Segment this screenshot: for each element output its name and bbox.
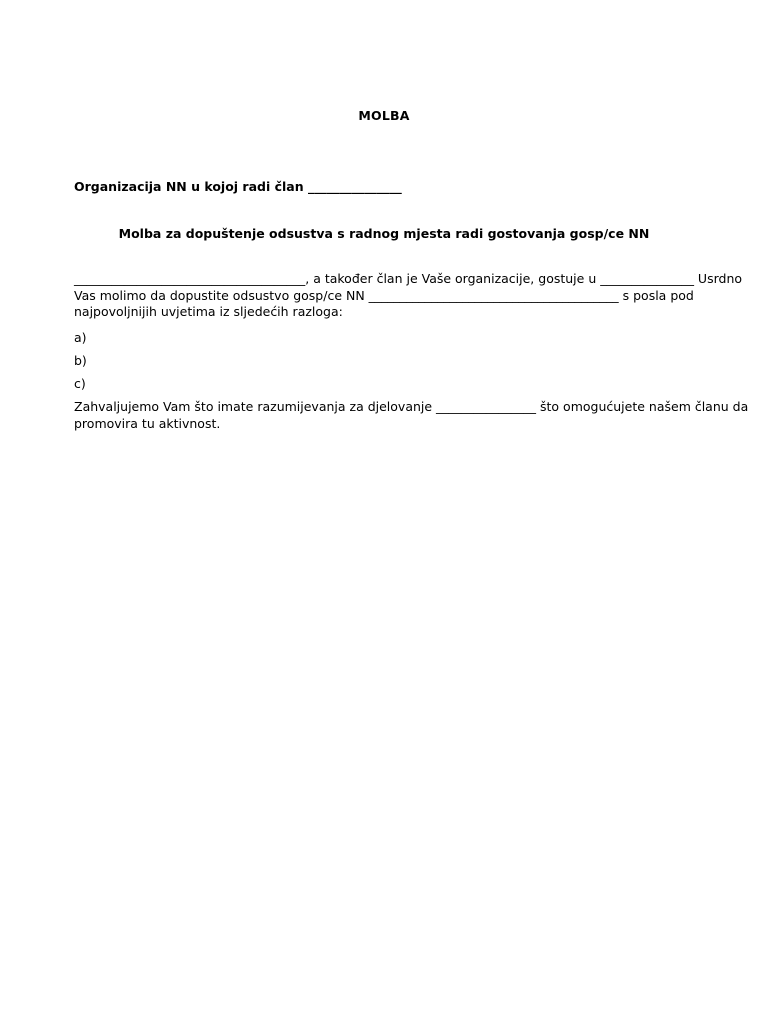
request-subtitle: Molba za dopuštenje odsustva s radnog mjesta radi gostovanja gosp/ce NN xyxy=(118,226,650,241)
paragraph-line: promovira tu aktivnost. xyxy=(74,415,221,431)
paragraph-line: najpovoljnijih uvjetima iz sljedećih razloga: xyxy=(74,304,343,319)
paragraph-line: Zahvaljujemo Vam što imate razumijevanja za djelovanje ________________ što omogućujete našem članu da xyxy=(74,399,749,414)
organization-line: Organizacija NN u kojoj radi član _______________ xyxy=(74,179,402,194)
thanks-paragraph xyxy=(74,399,749,432)
paragraph-line: Vas molimo da dopustite odsustvo gosp/ce NN ________________________________________ s posla pod xyxy=(74,287,694,303)
reason-item-c: c) xyxy=(74,376,86,391)
reason-item-a: a) xyxy=(74,330,87,345)
document-title: MOLBA xyxy=(358,108,410,123)
request-paragraph xyxy=(74,271,743,321)
paragraph-line: _____________________________________, a također član je Vaše organizacije, gostuje u _______________ Usrdno xyxy=(74,271,743,286)
reason-item-b: b) xyxy=(74,353,87,368)
